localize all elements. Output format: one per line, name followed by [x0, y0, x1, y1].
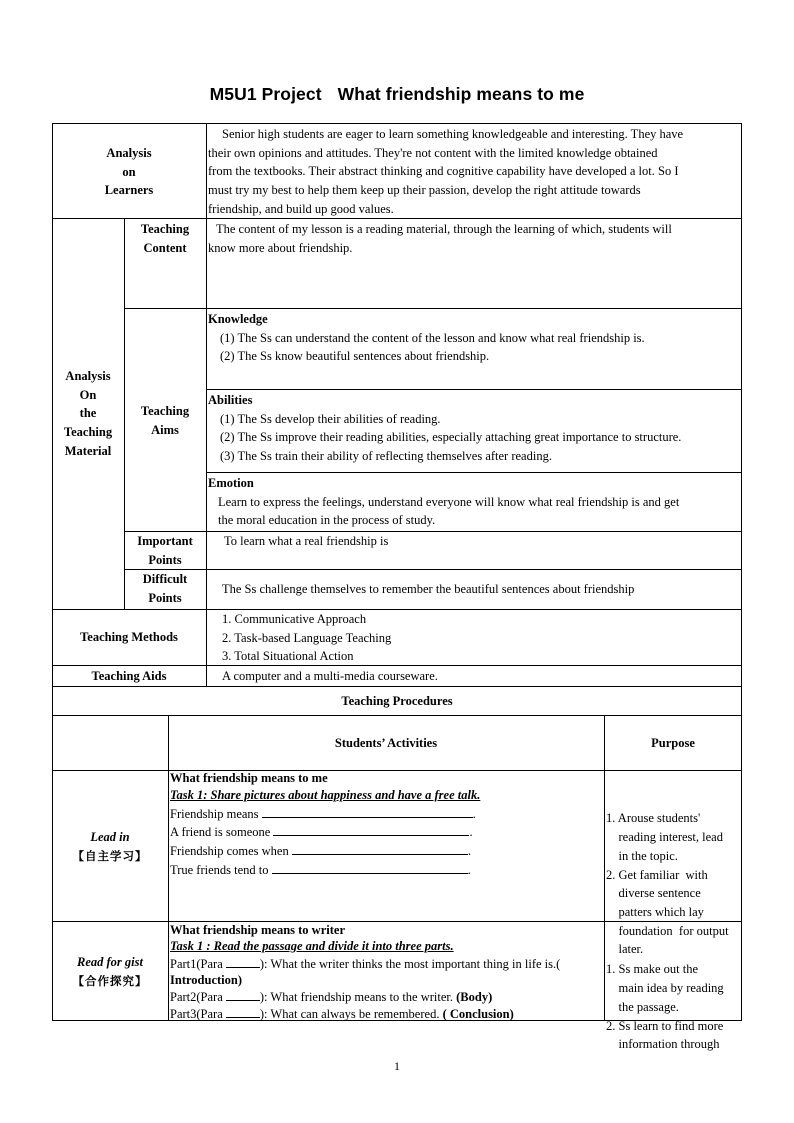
teaching-procedures-heading: Teaching Procedures: [341, 694, 453, 708]
answer-blank[interactable]: [292, 842, 468, 855]
read-for-gist-activities: What friendship means to writer Task 1 : Read the passage and divide it into three parts. Part1(Para ): What the writer thinks the most important thing in life is.( Introduction) Part2(Para ): What friendship means to the writer. (Body) Part3(Para ): What can always be remembered. ( Conclusion): [170, 923, 561, 1021]
important-points-text: To learn what a real friendship is: [224, 534, 389, 548]
answer-blank[interactable]: [273, 823, 469, 836]
students-activities-header: Students’ Activities: [334, 736, 438, 750]
teaching-content-text: The content of my lesson is a reading material, through the learning of which, students will know more about friendship.: [208, 222, 672, 255]
teaching-aids-label: Teaching Aids: [91, 669, 167, 683]
read-for-gist-purpose: 1. Ss make out the main idea by reading the passage. 2. Ss learn to find more information through: [606, 962, 724, 1052]
para-blank[interactable]: [226, 988, 260, 1001]
learners-text: Senior high students are eager to learn something knowledgeable and interesting. They have their own opinions and attitudes. They're not content with the limited knowledge obtained from the textbooks. Their abstract thinking and cognitive capability have developed a lot. So I must try my best to help them keep up their passion, develop the right attitude towards friendship, and build up good values.: [208, 127, 684, 216]
teaching-content-label: Teaching Content: [140, 222, 190, 255]
lead-in-activities: What friendship means to me Task 1: Share pictures about happiness and have a free talk. Friendship means . A friend is someone . Friendship comes when . True friends tend to .: [170, 771, 481, 877]
read-for-gist-label: Read for gist 【合作探究】: [72, 955, 148, 988]
teaching-methods-label: Teaching Methods: [80, 630, 178, 644]
difficult-points-label: Difficult Points: [142, 572, 188, 605]
answer-blank[interactable]: [262, 805, 473, 818]
para-blank[interactable]: [226, 1005, 260, 1018]
teaching-aims-label: Teaching Aims: [140, 404, 190, 437]
important-points-label: Important Points: [137, 534, 193, 567]
page-title: M5U1 Project What friendship means to me: [209, 84, 585, 104]
para-blank[interactable]: [226, 955, 260, 968]
lead-in-purpose: 1. Arouse students' reading interest, lead in the topic. 2. Get familiar with diverse sentence patters which lay foundation for output later.: [606, 811, 729, 957]
teaching-aids-text: A computer and a multi-media courseware.: [222, 669, 438, 683]
answer-blank[interactable]: [272, 861, 468, 874]
teaching-methods-list: 1. Communicative Approach 2. Task-based Language Teaching 3. Total Situational Action: [222, 612, 392, 664]
knowledge-section: Knowledge (1) The Ss can understand the content of the lesson and know what real friendship is. (2) The Ss know beautiful sentences about friendship.: [208, 312, 645, 364]
lead-in-label: Lead in 【自主学习】: [72, 830, 148, 863]
emotion-section: Emotion Learn to express the feelings, understand everyone will know what real friendship is and get the moral education in the process of study.: [208, 476, 680, 528]
difficult-points-text: The Ss challenge themselves to remember the beautiful sentences about friendship: [222, 582, 635, 596]
abilities-section: Abilities (1) The Ss develop their abilities of reading. (2) The Ss improve their reading abilities, especially attaching great importance to structure. (3) The Ss train their ability of reflecting themselves after reading.: [208, 393, 682, 464]
page-number: 1: [394, 1059, 400, 1073]
purpose-header: Purpose: [651, 736, 695, 750]
learners-label: Analysis on Learners: [104, 146, 154, 198]
material-label: Analysis On the Teaching Material: [63, 369, 113, 458]
